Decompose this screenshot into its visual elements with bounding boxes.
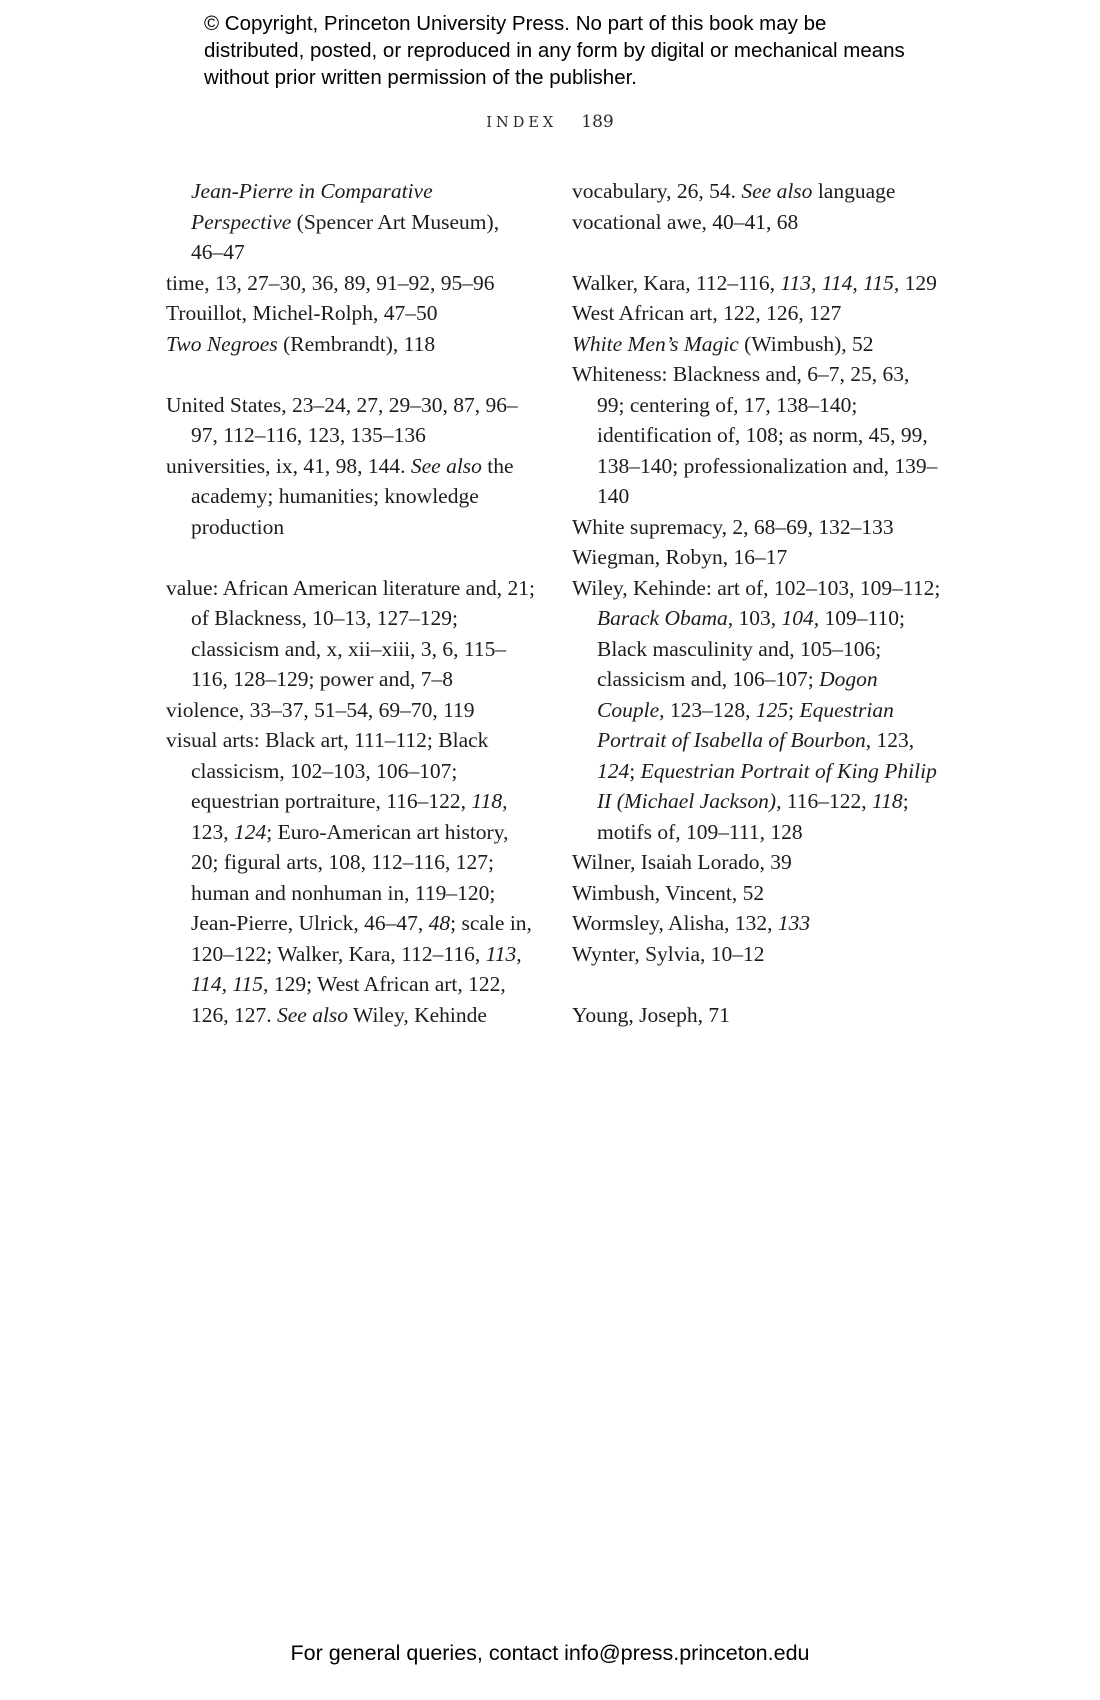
page-ref-italic: 48 [428, 911, 451, 935]
index-column-left [166, 176, 536, 1030]
index-entry-wynter: Wynter, Sylvia, 10–12 [572, 941, 765, 966]
index-entry-visual-arts [166, 725, 536, 1030]
entry-text: (Spencer Art Museum), 46–47 [191, 209, 500, 264]
entry-text: 123, [191, 819, 234, 844]
entry-text: 129; West African art, 122, 126, 127. [191, 972, 506, 1027]
entry-title-italic: Barack Obama, [597, 606, 734, 630]
index-entry-wimbush: Wimbush, Vincent, 52 [572, 880, 765, 905]
index-column-right [572, 176, 942, 1030]
entry-text: 103, [733, 606, 782, 630]
page-ref-italic: 113, 114, 115, [780, 270, 900, 295]
entry-title-italic: Two Negroes [166, 331, 278, 356]
page-ref-italic: 118, [471, 789, 508, 813]
entry-text: ; motifs of, 109–111, 128 [597, 789, 909, 844]
running-head-label: INDEX [486, 115, 558, 131]
running-head [0, 112, 1100, 132]
entry-text: Walker, Kara, 112–116, [572, 270, 781, 295]
see-also-italic: See also [277, 1002, 349, 1027]
index-entry-young: Young, Joseph, 71 [572, 1002, 730, 1027]
entry-title-italic: Equestrian Portrait of King Philip II (Michael Jackson), [597, 758, 937, 813]
entry-text: 116–122, [781, 789, 873, 813]
page-ref-italic: 125 [755, 697, 789, 722]
entry-text: ; [629, 758, 641, 783]
entry-text: language [812, 179, 896, 203]
entry-text: 123–128, [664, 697, 756, 722]
entry-text: the academy; humanities; knowledge production [191, 453, 514, 539]
index-entry-violence: violence, 33–37, 51–54, 69–70, 119 [166, 697, 475, 722]
index-entry-time: time, 13, 27–30, 36, 89, 91–92, 95–96 [166, 270, 495, 295]
page-number: 189 [581, 112, 614, 132]
page-ref-italic: 133 [777, 911, 811, 935]
entry-text: universities, ix, 41, 98, 144. [166, 453, 411, 478]
entry-text: Wiley, Kehinde [348, 1002, 487, 1027]
index-entry-united-states: United States, 23–24, 27, 29–30, 87, 96–97, 112–116, 123, 135–136 [166, 392, 518, 447]
entry-text: ; Euro-American art history, 20; figural arts, 108, 112–116, 127; human and nonhuman in, 119–120; Jean-Pierre, Ulrick, 46–47, [191, 819, 509, 935]
index-entry-value: value: African American literature and, 21; of Blackness, 10–13, 127–129; classicism and, x, xii–xiii, 3, 6, 115–116, 128–129; power and, 7–8 [166, 575, 535, 691]
see-also-italic: See also [410, 453, 482, 478]
footer-contact: For general queries, contact info@press.princeton.edu [290, 1641, 810, 1665]
entry-text: (Wimbush), 52 [738, 331, 874, 356]
index-entry-wiegman: Wiegman, Robyn, 16–17 [572, 545, 788, 569]
index-entry-whiteness: Whiteness: Blackness and, 6–7, 25, 63, 99; centering of, 17, 138–140; identification of, 108; as norm, 45, 99, 138–140; professionalization and, 139–140 [572, 362, 938, 508]
page-ref-italic: 104, [781, 606, 820, 630]
index-entry-trouillot: Trouillot, Michel-Rolph, 47–50 [166, 301, 438, 325]
entry-text: ; scale in, 120–122; Walker, Kara, 112–116, [191, 911, 532, 966]
index-entry-vocational-awe: vocational awe, 40–41, 68 [572, 209, 799, 234]
entry-text: 109–110; Black masculinity and, 105–106; classicism and, 106–107; [597, 606, 905, 691]
page-ref-italic: 113, 114, 115, [191, 941, 522, 996]
entry-title-italic: Equestrian Portrait of Isabella of Bourbon, [597, 697, 894, 752]
page-ref-italic: 124 [234, 819, 267, 844]
copyright-notice: © Copyright, Princeton University Press. No part of this book may be distributed, posted, or reproduced in any form by digital or mechanical means without prior written permission of the publisher. [204, 12, 905, 89]
entry-text: (Rembrandt), 118 [277, 331, 436, 356]
index-entry-universities [166, 451, 536, 543]
see-also-italic: See also [741, 179, 813, 203]
index-entry-west-african-art: West African art, 122, 126, 127 [572, 301, 842, 325]
index-entry-wormsley [572, 908, 942, 939]
index-entry-wilner: Wilner, Isaiah Lorado, 39 [572, 850, 792, 874]
entry-text: 123, [871, 728, 915, 752]
index-entry-white-mens-magic [572, 329, 942, 360]
entry-text: Wiley, Kehinde: art of, 102–103, 109–112; [572, 575, 941, 600]
entry-title-italic: White Men’s Magic [572, 331, 739, 356]
entry-text: visual arts: Black art, 111–112; Black classicism, 102–103, 106–107; equestrian portraiture, 116–122, [166, 728, 489, 813]
entry-title-italic: Dogon Couple, [597, 667, 878, 722]
entry-text: 129 [899, 270, 937, 295]
index-entry-walker [572, 268, 942, 299]
index-entry-vocabulary [572, 176, 942, 207]
entry-title-italic: Jean-Pierre in Comparative Perspective [191, 179, 433, 234]
index-entry-wiley [572, 573, 942, 848]
page-ref-italic: 124 [597, 758, 630, 783]
entry-text: vocabulary, 26, 54. [572, 179, 742, 203]
entry-text: ; [788, 697, 800, 722]
index-entry-white-supremacy: White supremacy, 2, 68–69, 132–133 [572, 514, 894, 539]
index-entry-jean-pierre-continued [166, 176, 536, 268]
index-entry-two-negroes [166, 329, 536, 360]
page-ref-italic: 118 [872, 789, 903, 813]
entry-text: Wormsley, Alisha, 132, [572, 911, 778, 935]
